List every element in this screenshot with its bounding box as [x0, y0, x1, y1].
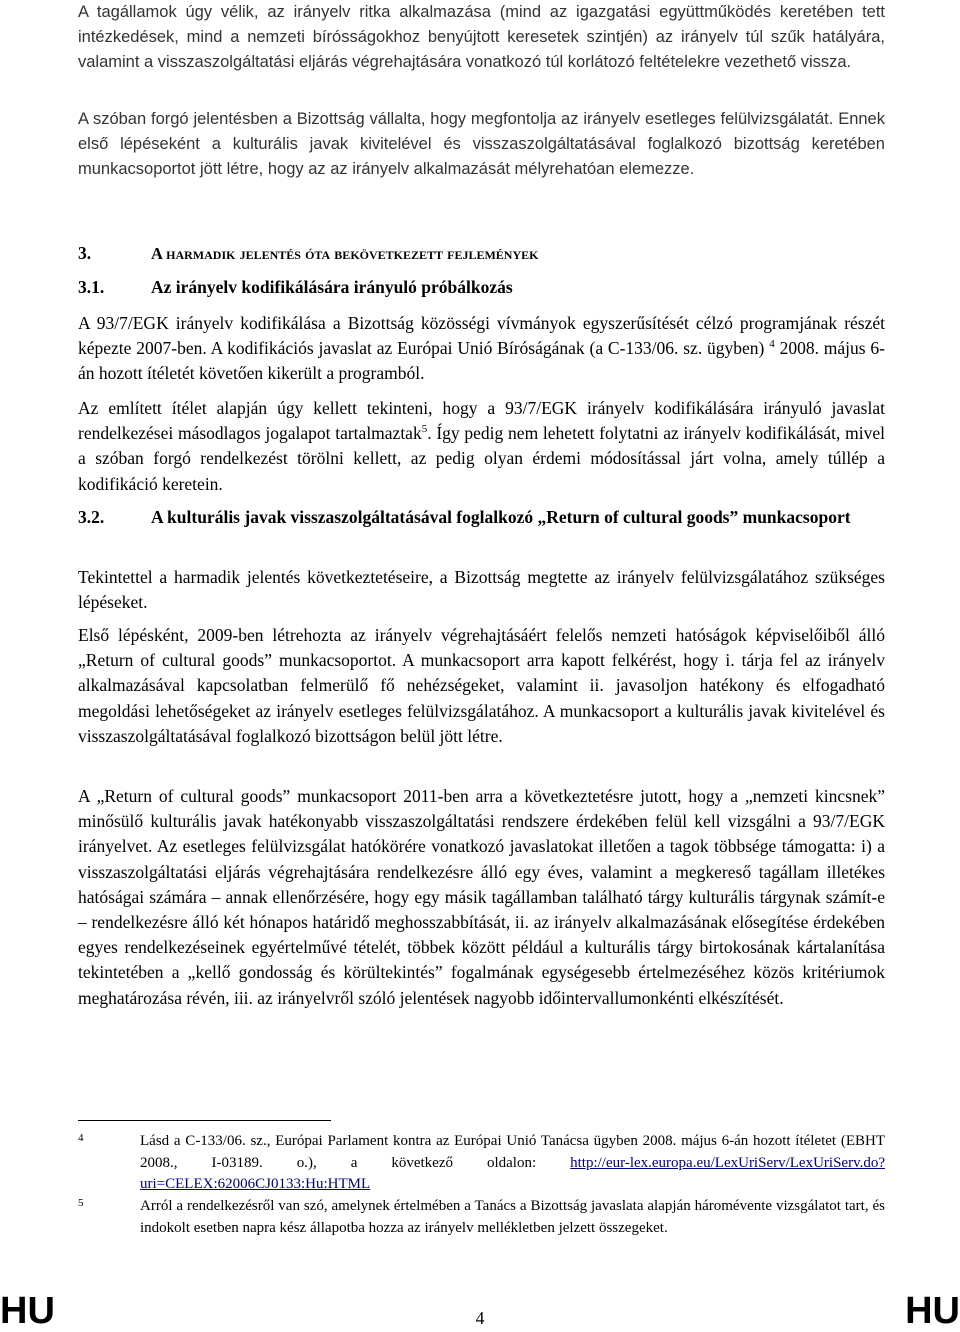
- section-3-1-heading: [78, 275, 885, 300]
- footnote-5: 5 Arról a rendelkezésről van szó, amelynek értelmében a Tanács a Bizottság javaslata alapján háromévente vizsgálatot tart, és indokolt esetben napra kész állapotba hozza az irányelv mellékletben jelzett összegeket.: [78, 1196, 885, 1239]
- paragraph-working-group: Első lépésként, 2009-ben létrehozta az irányelv végrehajtásáért felelős nemzeti hatóságok képviselőiből álló „Return of cultural goods” munkacsoportot. A munkacsoport arra kapott felkérést, hogy i. tárja fel az irányelv alkalmazásával kapcsolatban felmerülő fő nehézségeket, valamint ii. javasoljon hatékony és elfogadható megoldási lehetőségeket az irányelv esetleges felülvizsgálatához. A munkacsoport a kulturális javak kivitelével és visszaszolgáltatásával foglalkozó bizottságon belül jött létre.: [78, 625, 885, 746]
- section-number: 3.2.: [78, 507, 105, 527]
- footer-language-right: HU: [905, 1290, 960, 1332]
- paragraph-judgment: Az említett ítélet alapján úgy kellett tekinteni, hogy a 93/7/EGK irányelv kodifikálására irányuló javaslat rendelkezései másodlagos jogalapot tartalmaztak$^5$. Így pedig nem lehetett folytatni az irányelv kodifikálását, mivel a szóban forgó rendelkezést törölni kellett, az pedig olyan érdemi módosítással járt volna, amely túllép a kodifikáció keretein.: [78, 398, 885, 494]
- footnote-ref-5[interactable]: 5: [421, 423, 428, 436]
- footnote-ref-4[interactable]: 4: [769, 338, 775, 351]
- section-title: A kulturális javak visszaszolgáltatásával foglalkozó „Return of cultural goods” munkacsoport: [151, 507, 851, 527]
- footnote-separator: [78, 1120, 331, 1121]
- section-3-heading: [78, 241, 885, 266]
- footnote-4: 4 Lásd a C-133/06. sz., Európai Parlament kontra az Európai Unió Tanácsa ügyben 2008. május 6-án hozott ítéletet (EBHT 2008., I-03189. o.), a következő oldalon: http://eur-lex.europa.eu/LexUriServ/LexUriServ.do?uri=CELEX:62006CJ0133:Hu:HTML: [78, 1131, 885, 1196]
- paragraph-conclusions: Tekintettel a harmadik jelentés következtetéseire, a Bizottság megtette az irányelv felülvizsgálatához szükséges lépéseket.: [78, 567, 885, 613]
- paragraph-codification: A 93/7/EGK irányelv kodifikálása a Bizottság közösségi vívmányok egyszerűsítését célzó programjának részét képezte 2007-ben. A kodifikációs javaslat az Európai Unió Bíróságának (a C-133/06. sz. ügyben) $^4$ 2008. május 6-án hozott ítéletét követően kikerült a programból.: [78, 313, 886, 384]
- footer-language-left: HU: [0, 1290, 55, 1332]
- section-3-2-heading: [78, 505, 885, 530]
- section-title: A harmadik jelentés óta bekövetkezett fejlemények: [151, 244, 539, 263]
- footnote-number: 5: [78, 1197, 84, 1209]
- page-number: 4: [475, 1308, 485, 1328]
- section-title: Az irányelv kodifikálására irányuló próbálkozás: [151, 277, 513, 297]
- paragraph-commission-review: A szóban forgó jelentésben a Bizottság vállalta, hogy megfontolja az irányelv esetleges felülvizsgálatát. Ennek első lépéseként a kulturális javak kivitelével és visszaszolgáltatásával foglalkozó bizottság keretében munkacsoportot jött létre, hogy az az irányelv alkalmazását mélyrehatóan elemezze.: [78, 110, 885, 179]
- section-number: 3.: [78, 243, 92, 263]
- footnote-number: 4: [78, 1132, 84, 1144]
- footnote-link[interactable]: http://eur-lex.europa.eu/LexUriServ/LexUriServ.do?uri=CELEX:62006CJ0133:Hu:HTML: [140, 1154, 886, 1192]
- paragraph-2011-conclusion: A „Return of cultural goods” munkacsoport 2011-ben arra a következtetésre jutott, hogy a „nemzeti kincsnek” minősülő kulturális javak hatékonyabb visszaszolgáltatási rendszere érdekében felül kell vizsgálni a 93/7/EGK irányelvet. Az esetleges felülvizsgálat hatókörére vonatkozó javaslatokat illetően a tagok többsége támogatta: i) a visszaszolgáltatási eljárás végrehajtására rendelkezésre álló egy éves, valamint a megkereső tagállam illetékes hatóságai számára – annak ellenőrzésére, hogy egy másik tagállamban található tárgy kulturális tárgynak számít-e – rendelkezésre álló két hónapos határidő meghosszabbítását, ii. az irányelv alkalmazásának elősegítése érdekében egyes rendelkezéseinek egyértelművé tételét, többek között például a kulturális tárgy birtokosának kártalanítása tekintetében a „kellő gondosság és körültekintés” fogalmának egységesebb értelmezéséhez közös kritériumok meghatározása révén, iii. az irányelvről szóló jelentések nagyobb időintervallumonkénti elkészítését.: [78, 786, 885, 1008]
- section-number: 3.1.: [78, 277, 105, 297]
- paragraph-member-states: A tagállamok úgy vélik, az irányelv ritka alkalmazása (mind az igazgatási együttműködés keretében tett intézkedések, mind a nemzeti bírósságokhoz benyújtott keresetek szintjén) az irányelv túl szűk hatályára, valamint a visszaszolgáltatási eljárás végrehajtására vonatkozó túl korlátozó feltételekre vezethető vissza.: [78, 3, 885, 72]
